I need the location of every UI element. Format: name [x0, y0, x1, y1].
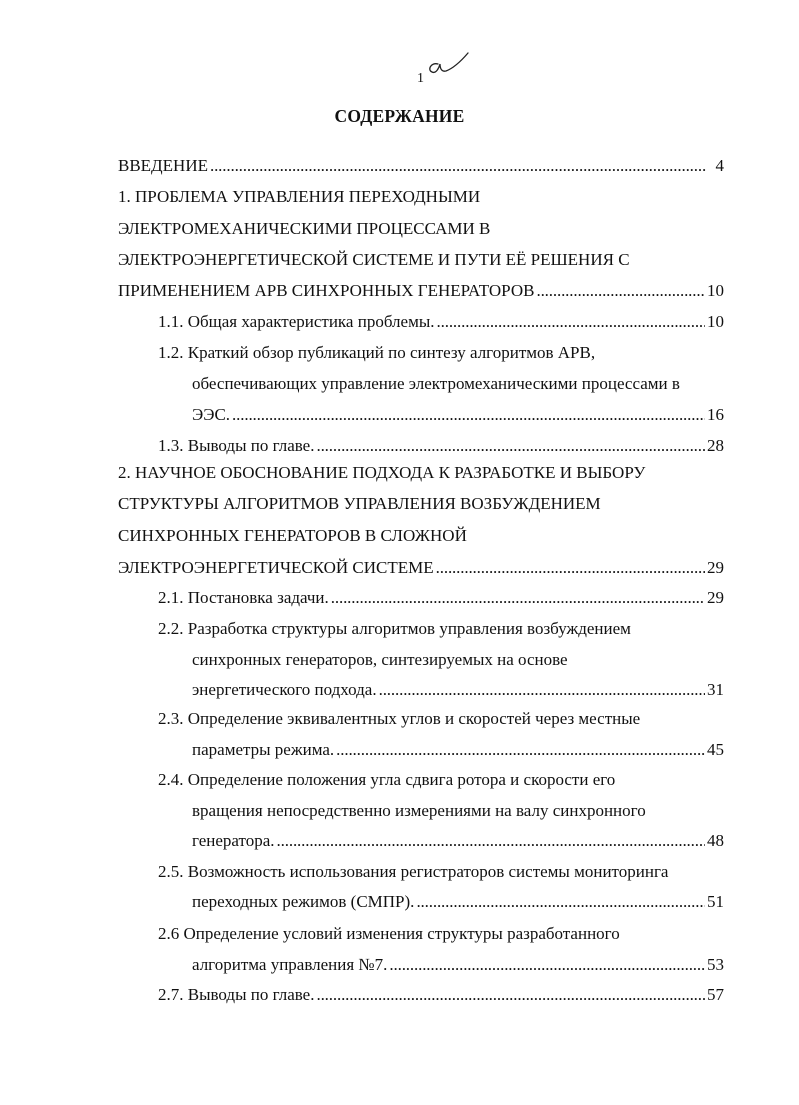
leader-dots: [379, 680, 705, 700]
toc-entry-line: 2. НАУЧНОЕ ОБОСНОВАНИЕ ПОДХОДА К РАЗРАБОТКЕ И ВЫБОРУ: [118, 463, 646, 482]
toc-entry-title: 2.7. Выводы по главе.: [158, 985, 315, 1004]
toc-entry-line: алгоритма управления №7.: [192, 955, 388, 974]
leader-dots: [277, 831, 705, 851]
toc-entry-line: ЭЭС.: [192, 405, 231, 424]
leader-dots: [437, 312, 705, 332]
toc-page-number: 29: [707, 588, 724, 607]
toc-entry-line: ЭЛЕКТРОЭНЕРГЕТИЧЕСКОЙ СИСТЕМЕ: [118, 558, 434, 577]
toc-entry-line: синхронных генераторов, синтезируемых на основе: [192, 650, 568, 669]
leader-dots: [389, 955, 705, 975]
toc-entry-line: ЭЛЕКТРОМЕХАНИЧЕСКИМИ ПРОЦЕССАМИ В: [118, 219, 491, 238]
toc-entry-line: генератора.: [192, 831, 275, 850]
toc-entry-line: 1.2. Краткий обзор публикаций по синтезу алгоритмов АРВ,: [158, 343, 596, 362]
toc-page-number: 53: [707, 955, 724, 974]
toc-entry-line: параметры режима.: [192, 740, 335, 759]
leader-dots: [316, 436, 705, 456]
toc-entry-line: энергетического подхода.: [192, 680, 377, 699]
toc-page-number: 10: [707, 281, 724, 300]
toc-entry-title: 1.3. Выводы по главе.: [158, 436, 315, 455]
toc-page-number: 4: [715, 156, 724, 175]
toc-entry-title: 2.1. Постановка задачи.: [158, 588, 329, 607]
toc-entry-line: 2.5. Возможность использования регистраторов системы мониторинга: [158, 862, 669, 881]
toc-entry-line: СТРУКТУРЫ АЛГОРИТМОВ УПРАВЛЕНИЯ ВОЗБУЖДЕНИЕМ: [118, 494, 601, 513]
toc-entry-line: 2.4. Определение положения угла сдвига ротора и скорости его: [158, 770, 616, 789]
leader-dots: [536, 281, 705, 301]
toc-page-number: 10: [707, 312, 724, 331]
leader-dots: [210, 156, 714, 176]
toc-page-number: 31: [707, 680, 724, 699]
toc-page-number: 28: [707, 436, 724, 455]
leader-dots: [232, 405, 705, 425]
toc-entry-line: ЭЛЕКТРОЭНЕРГЕТИЧЕСКОЙ СИСТЕМЕ И ПУТИ ЕЁ РЕШЕНИЯ С: [118, 250, 630, 269]
toc-page-number: 45: [707, 740, 724, 759]
toc-page-number: 16: [707, 405, 724, 424]
page-number: 1: [417, 71, 424, 86]
toc-entry-line: 2.3. Определение эквивалентных углов и скоростей через местные: [158, 709, 641, 728]
toc-entry-line: вращения непосредственно измерениями на валу синхронного: [192, 801, 646, 820]
toc-page-number: 29: [707, 558, 724, 577]
toc-entry-line: 1. ПРОБЛЕМА УПРАВЛЕНИЯ ПЕРЕХОДНЫМИ: [118, 187, 481, 206]
toc-entry-title: 1.1. Общая характеристика проблемы.: [158, 312, 435, 331]
leader-dots: [316, 985, 705, 1005]
toc-page-number: 51: [707, 892, 724, 911]
toc-entry-title: ВВЕДЕНИЕ: [118, 156, 208, 175]
leader-dots: [331, 588, 705, 608]
toc-page-number: 48: [707, 831, 724, 850]
toc-entry-line: переходных режимов (СМПР).: [192, 892, 415, 911]
leader-dots: [336, 740, 705, 760]
leader-dots: [416, 892, 705, 912]
toc-entry-line: СИНХРОННЫХ ГЕНЕРАТОРОВ В СЛОЖНОЙ: [118, 526, 467, 545]
leader-dots: [436, 558, 705, 578]
page-title: СОДЕРЖАНИЕ: [334, 106, 465, 126]
toc-entry-line: 2.6 Определение условий изменения структуры разработанного: [158, 924, 620, 943]
toc-page-number: 57: [707, 985, 724, 1004]
toc-entry-line: обеспечивающих управление электромеханическими процессами в: [192, 374, 680, 393]
handwritten-initial: [424, 50, 470, 86]
toc-entry-line: ПРИМЕНЕНИЕМ АРВ СИНХРОННЫХ ГЕНЕРАТОРОВ: [118, 281, 535, 300]
toc-entry-line: 2.2. Разработка структуры алгоритмов управления возбуждением: [158, 619, 631, 638]
